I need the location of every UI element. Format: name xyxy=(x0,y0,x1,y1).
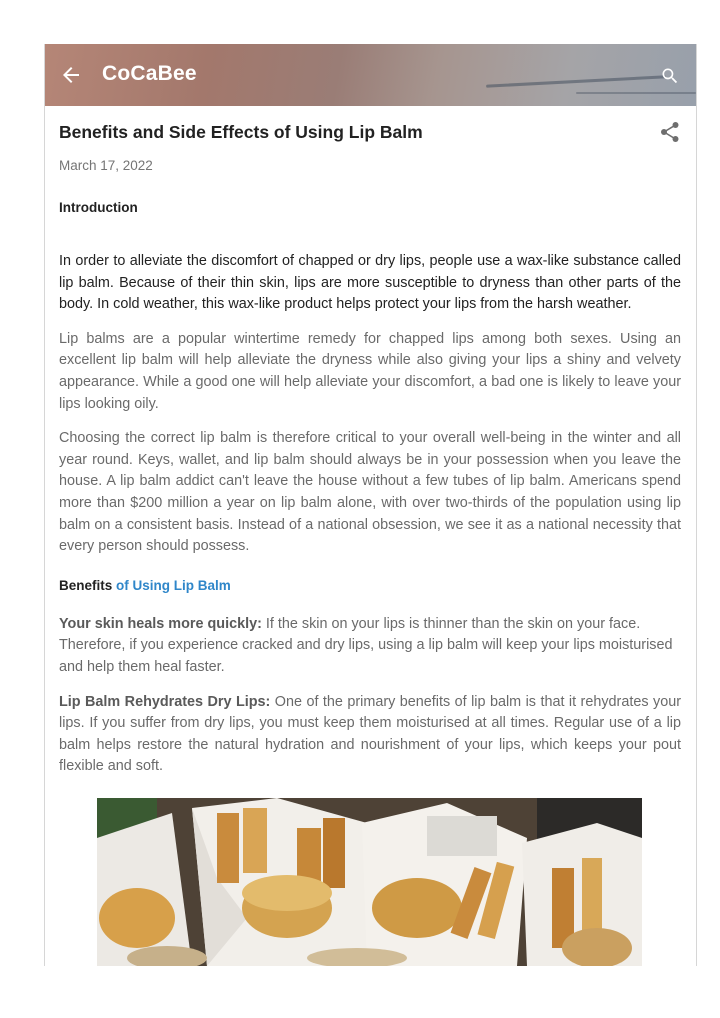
site-title[interactable]: CoCaBee xyxy=(102,62,197,85)
page-frame xyxy=(44,44,697,966)
header-background-decoration xyxy=(486,75,666,87)
benefit-paragraph xyxy=(59,614,681,679)
benefit-text: If the skin on your lips is thinner than the skin on your face. Therefore, if you experience cracked and dry lips, using a lip balm will keep your lips moisturised and help them heal faster. xyxy=(59,615,673,675)
search-button[interactable] xyxy=(660,66,680,86)
benefit-paragraph xyxy=(59,692,681,778)
intro-heading: Introduction xyxy=(59,200,138,215)
post-date: March 17, 2022 xyxy=(59,158,153,173)
blog-header xyxy=(45,44,696,106)
benefits-heading xyxy=(59,578,681,593)
share-button[interactable] xyxy=(660,121,680,143)
intro-paragraph: In order to alleviate the discomfort of chapped or dry lips, people use a wax-like substance called lip balm. Because of their thin skin, lips are more susceptible to dryness than other parts of the body. In cold weather, this wax-like product helps protect your lips from the harsh weather. xyxy=(59,253,681,313)
back-button[interactable] xyxy=(59,63,83,87)
benefit-lead: Lip Balm Rehydrates Dry Lips: xyxy=(59,693,271,710)
post-title: Benefits and Side Effects of Using Lip Balm xyxy=(59,122,423,142)
arrow-left-icon xyxy=(59,63,83,87)
post-content xyxy=(45,120,696,778)
search-icon xyxy=(660,66,680,86)
share-icon xyxy=(660,121,680,143)
header-background-decoration xyxy=(576,92,696,94)
benefit-text: One of the primary benefits of lip balm is that it rehydrates your lips. If you suffer from dry lips, you must keep them moisturised at all times. Regular use of a lip balm helps restore the natural hydration and nourishment of your lips, which keeps your pout flexible and soft. xyxy=(59,693,681,775)
body-paragraph: Lip balms are a popular wintertime remedy for chapped lips among both sexes. Using an excellent lip balm will help alleviate the dryness while also giving your lips a shiny and velvety appearance. While a good one will help alleviate your discomfort, a bad one is likely to leave your lips looking oily. xyxy=(59,330,681,412)
body-paragraph: Choosing the correct lip balm is therefore critical to your overall well-being in the winter and all year round. Keys, wallet, and lip balm should always be in your possession when you leave the house. A lip balm addict can't leave the house without a few tubes of lip balm. Americans spend more than $200 million a year on lip balm alone, with over two-thirds of the population using lip balm on a consistent basis. Instead of a national obsession, we see it as a national necessity that every person should possess. xyxy=(59,430,681,555)
benefits-heading-link[interactable]: of Using Lip Balm xyxy=(112,577,231,593)
lip-balm-gift-boxes-image xyxy=(97,798,642,966)
post-title-row xyxy=(59,120,681,146)
benefits-heading-text: Benefits xyxy=(59,577,113,593)
benefit-lead: Your skin heals more quickly: xyxy=(59,615,262,632)
